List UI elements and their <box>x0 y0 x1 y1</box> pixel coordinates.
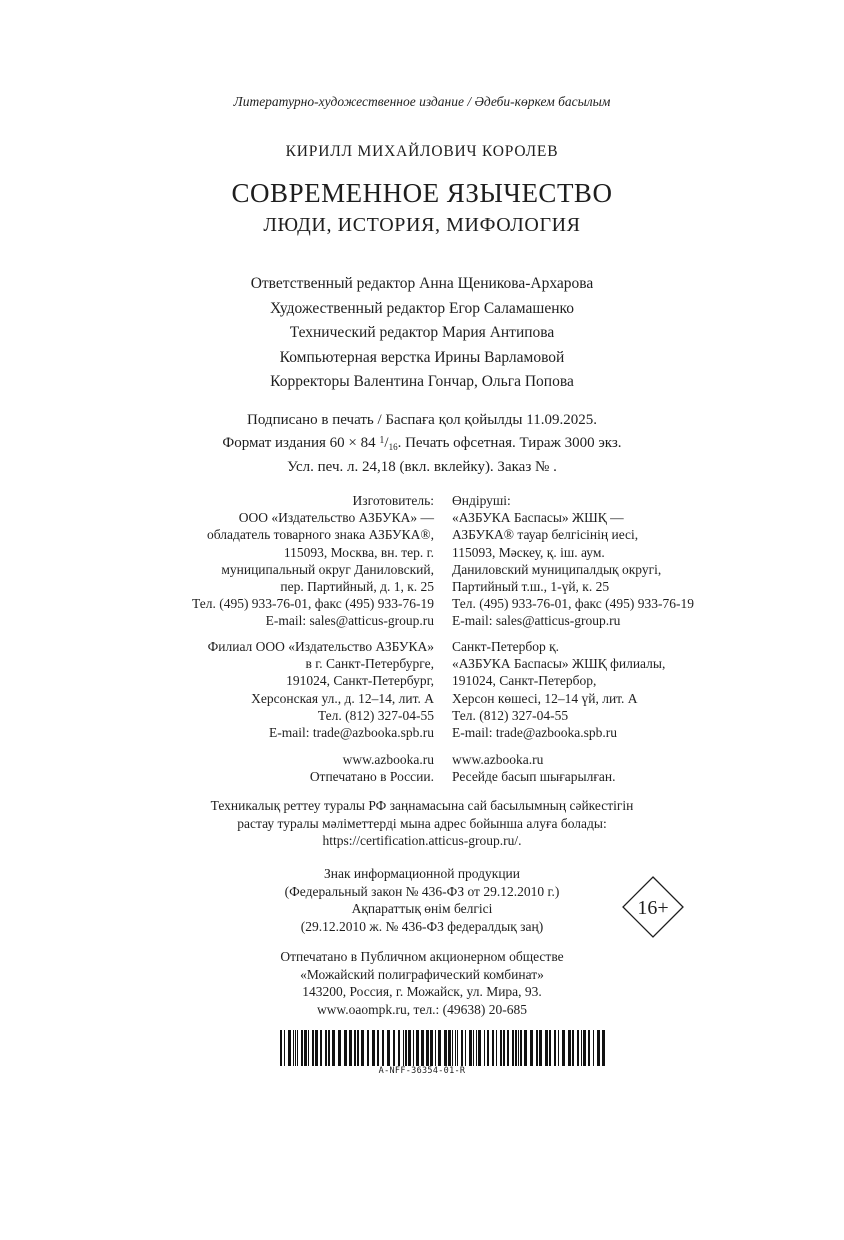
barcode-bar <box>478 1030 481 1066</box>
site-kz-line: www.azbooka.ru <box>452 752 544 767</box>
manufacturer-ru-line: Тел. (495) 933-76-01, факс (495) 933-76-19 <box>191 596 434 612</box>
barcode-bar <box>597 1030 600 1066</box>
barcode-bar <box>421 1030 424 1066</box>
site-ru-line: Отпечатано в России. <box>309 769 434 785</box>
branch-ru <box>208 638 434 741</box>
barcode-bar <box>430 1030 433 1066</box>
barcode-bar <box>444 1030 447 1066</box>
signed-date: Подписано в печать / Баспаға қол қойылды 11.09.2025. <box>247 412 597 428</box>
barcode-bar <box>377 1030 379 1066</box>
branch-ru-line: в г. Санкт-Петербурге, <box>305 656 434 672</box>
staff-line: Компьютерная верстка Ирины Варламовой <box>279 348 565 366</box>
barcode-bar <box>507 1030 509 1066</box>
staff-line: Технический редактор Мария Антипова <box>289 324 555 342</box>
barcode-bar <box>469 1030 472 1066</box>
barcode-bar <box>524 1030 527 1066</box>
manufacturer-ru-line: Изготовитель: <box>352 493 434 508</box>
format-numerator: 1 <box>379 434 385 446</box>
barcode-bar <box>338 1030 341 1066</box>
branch-ru-line: Херсонская ул., д. 12–14, лит. А <box>251 690 434 706</box>
info-sign-line: Ақпараттық өнім белгісі <box>351 901 493 916</box>
certification-line: https://certification.atticus-group.ru/. <box>322 833 522 848</box>
barcode-bar <box>583 1030 586 1066</box>
branch-kz <box>452 638 665 741</box>
barcode <box>280 1030 606 1066</box>
barcode-bar <box>308 1030 309 1066</box>
barcode-bar <box>301 1030 303 1066</box>
barcode-bar <box>349 1030 352 1066</box>
branch-ru-line: Филиал ООО «Издательство АЗБУКА» <box>207 639 434 654</box>
barcode-bar <box>280 1030 282 1066</box>
barcode-bar <box>288 1030 291 1066</box>
branch-kz-line: Санкт-Петербор қ. <box>452 639 560 654</box>
barcode-bar <box>465 1030 466 1066</box>
barcode-bar <box>562 1030 565 1066</box>
manufacturer-ru-line: обладатель товарного знака АЗБУКА®, <box>206 527 434 543</box>
barcode-bar <box>344 1030 347 1066</box>
manufacturer-kz <box>452 492 694 630</box>
barcode-number: A-NFF-36354-01-R <box>378 1066 466 1076</box>
manufacturer-ru-line: E-mail: sales@atticus-group.ru <box>265 613 434 629</box>
branch-kz-line: «АЗБУКА Баспасы» ЖШҚ филиалы, <box>452 656 666 672</box>
site-ru-line: www.azbooka.ru <box>342 752 434 767</box>
manufacturer-kz-line: «АЗБУКА Баспасы» ЖШҚ — <box>452 510 624 526</box>
barcode-bar <box>515 1030 517 1066</box>
barcode-bar <box>297 1030 298 1066</box>
branch-ru-line: 191024, Санкт-Петербург, <box>286 673 434 689</box>
barcode-bar <box>577 1030 579 1066</box>
barcode-bar <box>536 1030 538 1066</box>
barcode-bar <box>393 1030 395 1066</box>
info-sign-line: Знак информационной продукции <box>323 866 521 881</box>
manufacturer-ru-line: 115093, Москва, вн. тер. г. <box>283 544 434 560</box>
site-ru <box>310 751 434 785</box>
printer-info <box>0 948 844 1018</box>
barcode-bar <box>325 1030 327 1066</box>
barcode-bar <box>403 1030 404 1066</box>
barcode-bar <box>448 1030 451 1066</box>
manufacturer-ru-line: муниципальный округ Даниловский, <box>221 561 434 577</box>
barcode-bar <box>539 1030 542 1066</box>
info-product-sign <box>230 865 614 935</box>
barcode-bar <box>558 1030 559 1066</box>
barcode-bar <box>452 1030 453 1066</box>
manufacturer-kz-line: АЗБУКА® тауар белгісінің иесі, <box>452 527 639 543</box>
barcode-bar <box>416 1030 419 1066</box>
barcode-bar <box>382 1030 384 1066</box>
manufacturer-ru <box>192 492 434 630</box>
manufacturer-ru-line: пер. Партийный, д. 1, к. 25 <box>280 579 434 595</box>
branch-kz-line: 191024, Санкт-Петербор, <box>452 673 597 689</box>
staff-line: Художественный редактор Егор Саламашенко <box>270 299 574 317</box>
edition-type: Литературно-художественное издание / Әдеби-көркем басылым <box>233 94 611 109</box>
format-prefix: Формат издания 60 × 84 <box>222 434 380 451</box>
barcode-bar <box>387 1030 390 1066</box>
book-subtitle: ЛЮДИ, ИСТОРИЯ, МИФОЛОГИЯ <box>263 214 581 236</box>
print-details <box>0 410 844 478</box>
barcode-bar <box>361 1030 364 1066</box>
barcode-bar <box>572 1030 574 1066</box>
barcode-bar <box>295 1030 296 1066</box>
barcode-bar <box>588 1030 590 1066</box>
barcode-bar <box>398 1030 400 1066</box>
barcode-bar <box>487 1030 489 1066</box>
barcode-bar <box>518 1030 519 1066</box>
barcode-bar <box>530 1030 533 1066</box>
barcode-bar <box>503 1030 505 1066</box>
barcode-bar <box>413 1030 414 1066</box>
barcode-bar <box>320 1030 322 1066</box>
staff-line: Ответственный редактор Анна Щеникова-Архарова <box>250 275 594 292</box>
age-rating-badge <box>622 876 684 938</box>
certification-line: растау туралы мәліметтерді мына адрес бойынша алуға болады: <box>237 815 607 831</box>
barcode-bar <box>354 1030 356 1066</box>
barcode-bar <box>293 1030 294 1066</box>
barcode-bar <box>435 1030 436 1066</box>
barcode-bar <box>457 1030 458 1066</box>
barcode-bar <box>357 1030 359 1066</box>
barcode-bar <box>405 1030 407 1066</box>
manufacturer-kz-line: Тел. (495) 933-76-01, факс (495) 933-76-19 <box>452 596 695 612</box>
printer-line: www.oaompk.ru, тел.: (49638) 20-685 <box>316 1001 528 1017</box>
barcode-bar <box>545 1030 548 1066</box>
barcode-bar <box>602 1030 605 1066</box>
barcode-bar <box>328 1030 330 1066</box>
barcode-bar <box>438 1030 441 1066</box>
format-denominator: 16 <box>388 441 398 452</box>
printer-line: 143200, Россия, г. Можайск, ул. Мира, 93. <box>302 984 542 1000</box>
barcode-bar <box>568 1030 571 1066</box>
site-kz-line: Ресейде басып шығарылған. <box>452 769 616 785</box>
manufacturer-ru-line: ООО «Издательство АЗБУКА» — <box>238 510 434 526</box>
barcode-bar <box>549 1030 551 1066</box>
age-rating-label: 16+ <box>637 897 669 919</box>
manufacturer-kz-line: E-mail: sales@atticus-group.ru <box>452 613 621 629</box>
barcode-bar <box>367 1030 369 1066</box>
sheets-order: Усл. печ. л. 24,18 (вкл. вклейку). Заказ № . <box>287 459 557 475</box>
printer-line: «Можайский полиграфический комбинат» <box>300 966 544 982</box>
author-name: КИРИЛЛ МИХАЙЛОВИЧ КОРОЛЕВ <box>285 143 559 160</box>
branch-kz-line: Херсон көшесі, 12–14 үй, лит. А <box>452 690 638 706</box>
certification-note <box>0 797 844 850</box>
info-sign-line: (Федеральный закон № 436-ФЗ от 29.12.2010 г.) <box>284 883 560 899</box>
branch-kz-line: Тел. (812) 327-04-55 <box>452 707 569 723</box>
barcode-bar <box>520 1030 522 1066</box>
printer-line: Отпечатано в Публичном акционерном обществе <box>280 949 564 964</box>
barcode-bar <box>581 1030 582 1066</box>
barcode-bar <box>284 1030 285 1066</box>
site-kz <box>452 751 615 785</box>
barcode-bar <box>512 1030 514 1066</box>
barcode-bar <box>372 1030 375 1066</box>
barcode-bar <box>304 1030 307 1066</box>
manufacturer-kz-line: Даниловский муниципалдық округі, <box>452 561 662 577</box>
manufacturer-kz-line: Партийный т.ш., 1-үй, к. 25 <box>452 579 610 595</box>
certification-line: Техникалық реттеу туралы РФ заңнамасына сай басылымның сәйкестігін <box>210 798 634 813</box>
barcode-bar <box>476 1030 477 1066</box>
barcode-bar <box>492 1030 494 1066</box>
branch-ru-line: E-mail: trade@azbooka.spb.ru <box>269 725 434 741</box>
book-title: СОВРЕМЕННОЕ ЯЗЫЧЕСТВО <box>231 178 613 208</box>
barcode-bar <box>554 1030 556 1066</box>
barcode-bar <box>461 1030 463 1066</box>
barcode-bar <box>473 1030 474 1066</box>
branch-ru-line: Тел. (812) 327-04-55 <box>317 707 434 723</box>
editorial-staff <box>0 272 844 395</box>
manufacturer-kz-line: 115093, Мәскеу, қ. іш. аум. <box>452 544 605 560</box>
barcode-bar <box>408 1030 411 1066</box>
info-sign-line: (29.12.2010 ж. № 436-ФЗ федералдық заң) <box>300 918 544 934</box>
manufacturer-kz-line: Өндіруші: <box>452 493 511 508</box>
barcode-bar <box>312 1030 314 1066</box>
branch-kz-line: E-mail: trade@azbooka.spb.ru <box>452 725 617 741</box>
barcode-bar <box>455 1030 456 1066</box>
barcode-bar <box>315 1030 318 1066</box>
barcode-bar <box>496 1030 497 1066</box>
format-suffix: . Печать офсетная. Тираж 3000 экз. <box>397 434 622 451</box>
barcode-bar <box>500 1030 502 1066</box>
barcode-bar <box>426 1030 429 1066</box>
barcode-bar <box>593 1030 594 1066</box>
format-line: Формат издания 60 × 84 $^1/_{16}$. Печать офсетная. Тираж 3000 экз. <box>222 434 622 452</box>
barcode-bar <box>332 1030 335 1066</box>
staff-line: Корректоры Валентина Гончар, Ольга Попова <box>270 373 574 391</box>
barcode-bar <box>484 1030 485 1066</box>
